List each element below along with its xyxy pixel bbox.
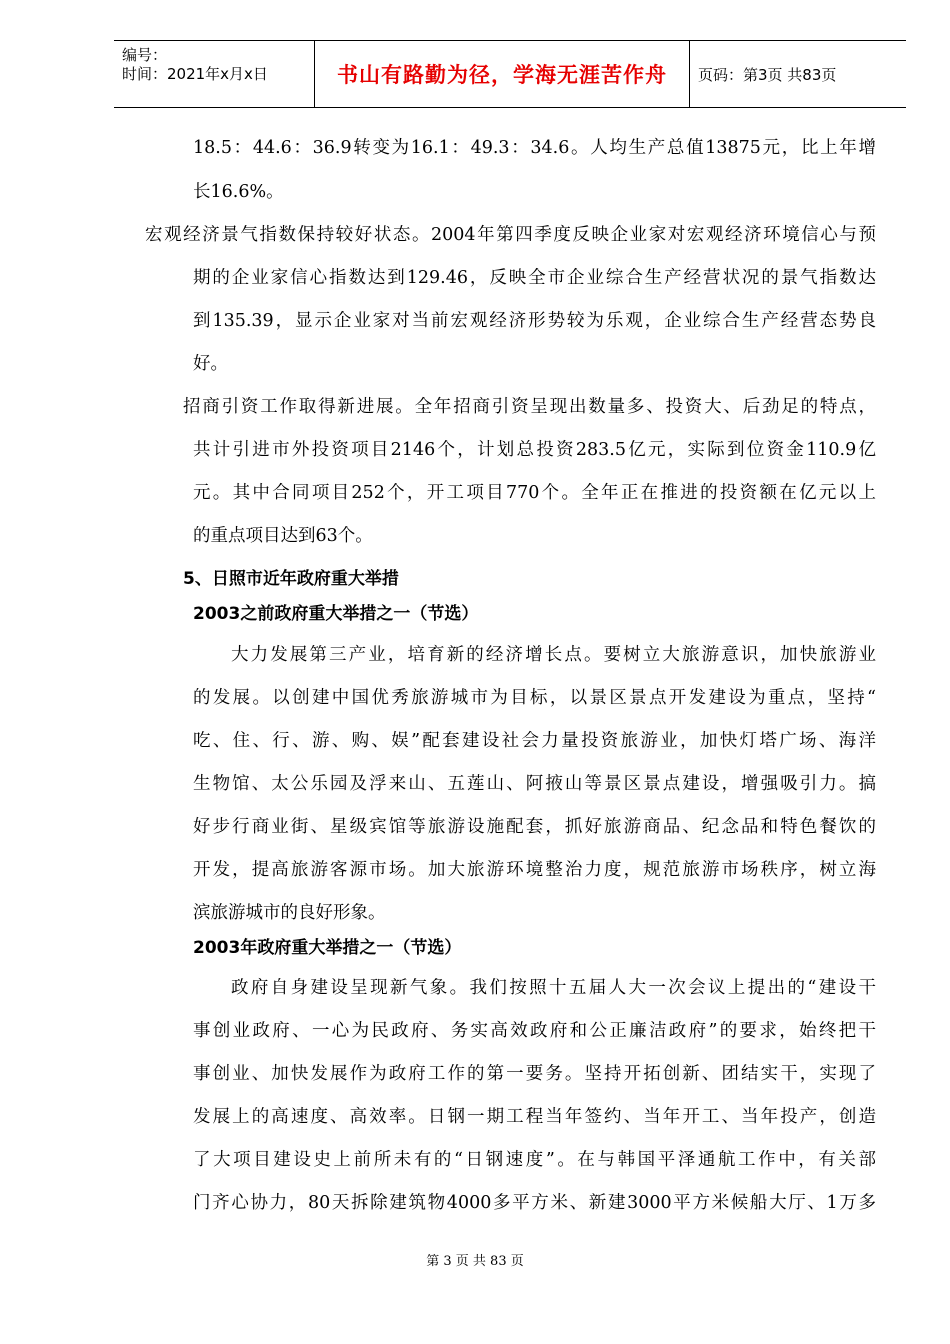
page-header xyxy=(114,40,906,108)
motto-text: 书山有路勤为径，学海无涯苦作舟 xyxy=(337,63,667,87)
body-line: 滨旅游城市的良好形象。 xyxy=(193,903,386,923)
body-line: 发展上的高速度、高效率。日钢一期工程当年签约、当年开工、当年投产，创造 xyxy=(193,1107,876,1127)
body-line: 的重点项目达到63个。 xyxy=(193,526,373,546)
subsection-heading: 2003之前政府重大举措之一（节选） xyxy=(193,604,479,624)
body-line: 生物馆、太公乐园及浮来山、五莲山、阿掖山等景区景点建设，增强吸引力。搞 xyxy=(193,774,876,794)
body-line: 了大项目建设史上前所未有的“日钢速度”。在与韩国平泽通航工作中，有关部 xyxy=(193,1150,876,1170)
document-number-label: 编号： xyxy=(122,46,168,64)
body-line: 好。 xyxy=(193,354,228,374)
body-line: 招商引资工作取得新进展。全年招商引资呈现出数量多、投资大、后劲足的特点， xyxy=(183,397,876,417)
page-number-label: 页码：第3页 共83页 xyxy=(698,65,837,84)
body-line: 长16.6%。 xyxy=(193,182,284,202)
page-footer: 第 3 页 共 83 页 xyxy=(426,1254,524,1269)
document-time-label: 时间：2021年x月x日 xyxy=(122,65,268,83)
body-line: 政府自身建设呈现新气象。我们按照十五届人大一次会议上提出的“建设干 xyxy=(231,978,876,998)
body-line: 好步行商业街、星级宾馆等旅游设施配套，抓好旅游商品、纪念品和特色餐饮的 xyxy=(193,817,876,837)
header-meta-cell xyxy=(114,41,315,107)
header-page-cell xyxy=(690,41,906,107)
body-line: 共计引进市外投资项目2146个，计划总投资283.5亿元，实际到位资金110.9亿 xyxy=(193,440,876,460)
body-line: 大力发展第三产业，培育新的经济增长点。要树立大旅游意识，加快旅游业 xyxy=(231,645,876,665)
body-line: 期的企业家信心指数达到129.46，反映全市企业综合生产经营状况的景气指数达 xyxy=(193,268,876,288)
body-line: 开发，提高旅游客源市场。加大旅游环境整治力度，规范旅游市场秩序，树立海 xyxy=(193,860,876,880)
body-line: 元。其中合同项目252个，开工项目770个。全年正在推进的投资额在亿元以上 xyxy=(193,483,876,503)
body-line: 事创业、加快发展作为政府工作的第一要务。坚持开拓创新、团结实干，实现了 xyxy=(193,1064,876,1084)
body-line: 门齐心协力，80天拆除建筑物4000多平方米、新建3000平方米候船大厅、1万多 xyxy=(193,1193,876,1213)
body-line: 18.5：44.6：36.9转变为16.1：49.3：34.6。人均生产总值13875元，比上年增 xyxy=(193,138,876,158)
subsection-heading: 2003年政府重大举措之一（节选） xyxy=(193,938,462,958)
body-line: 的发展。以创建中国优秀旅游城市为目标，以景区景点开发建设为重点，坚持“ xyxy=(193,688,876,708)
body-line: 吃、住、行、游、购、娱”配套建设社会力量投资旅游业，加快灯塔广场、海洋 xyxy=(193,731,876,751)
body-line: 事创业政府、一心为民政府、务实高效政府和公正廉洁政府”的要求，始终把干 xyxy=(193,1021,876,1041)
body-line: 到135.39，显示企业家对当前宏观经济形势较为乐观，企业综合生产经营态势良 xyxy=(193,311,876,331)
section-heading: 5、日照市近年政府重大举措 xyxy=(183,569,399,589)
header-motto-cell xyxy=(315,41,690,107)
body-line: 宏观经济景气指数保持较好状态。2004年第四季度反映企业家对宏观经济环境信心与预 xyxy=(145,225,876,245)
